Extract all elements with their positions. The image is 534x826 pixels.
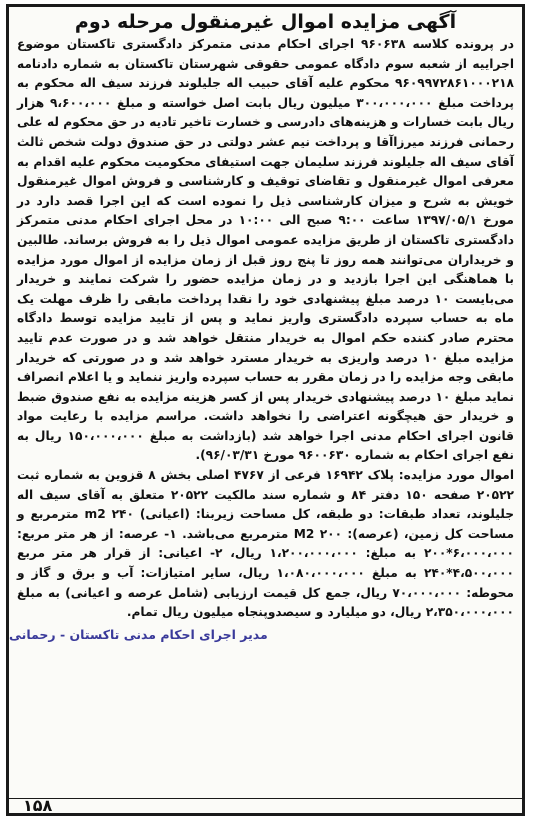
notice-paragraph-main: در پرونده کلاسه ۹۶۰۶۳۸ اجرای احکام مدنی متمرکز دادگستری تاکستان موضوع اجراییه از شعبه سوم دادگاه عمومی حقوقی شهرستان تاکستان به شماره دادنامه ۹۶۰۹۹۷۲۸۶۱۰۰۰۲۱۸ محکوم علیه آقای حبیب اله جلیلوند فرزند سیف اله محکوم به پرداخت مبلغ ۳۰۰،۰۰۰،۰۰۰ میلیون ریال بابت اصل خواسته و مبلغ ۹،۶۰۰،۰۰۰ هزار ریال بابت خسارات و هزینه‌های دادرسی و خسارت تاخیر تادیه در حق محکوم له علی رحمانی فرزند میرزاآقا و پرداخت نیم عشر دولتی در حق صندوق دولت شخص ثالث آقای سیف اله جلیلوند فرزند سلیمان جهت استیفای محکومیت محکوم علیه اقدام به معرفی اموال غیرمنقول و تقاضای توقیف و کارشناسی و فروش اموال غیرمنقول خویش به شرح و میزان کارشناسی ذیل را نموده است که این اجرا قصد دارد در مورخ ۱۳۹۷/۰۵/۱ ساعت ۹:۰۰ صبح الی ۱۰:۰۰ در محل اجرای احکام مدنی متمرکز دادگستری تاکستان از طریق مزایده عمومی اموال ذیل را به فروش برساند. طالبین و خریداران می‌توانند همه روز تا پنج روز قبل از زمان مزایده از اموال مورد مزایده با هماهنگی این اجرا بازدید و در زمان مزایده حضور را شرکت نمایند و خریدار می‌بایست ۱۰ درصد مبلغ پیشنهادی خود را نقدا پرداخت مابقی را ظرف مهلت یک ماه به حساب سپرده دادگستری واریز نماید و پس از تایید مزایده توسط دادگاه محترم صادر کننده حکم اموال به خریدار منتقل خواهد شد و در صورت عدم تایید مزایده مبلغ ۱۰ درصد واریزی به خریدار مسترد خواهد شد و در صورتی که خریدار مابقی وجه مزایده را در زمان مقرر به حساب سپرده واریز ننماید و یا اعلام انصراف نماید مبلغ ۱۰ درصد پیشنهادی خریدار پس از کسر هزینه مزایده به نفع صندوق ضبط و خریدار حق هیچگونه اعتراضی را نخواهد داشت. مراسم مزایده با رعایت مواد قانون اجرای احکام مدنی اجرا خواهد شد (بازداشت به مبلغ ۱۵۰،۰۰۰،۰۰۰ ریال به نفع اجرای احکام به شماره ۹۶۰۰۶۳۰ مورخ ۹۶/۰۳/۳۱). [17, 37, 515, 463]
notice-frame [6, 4, 525, 816]
signature-text: مدیر اجرای احکام مدنی تاکستان - رحمانی [9, 626, 268, 642]
page-number: ۱۵۸ [23, 796, 53, 815]
notice-paragraph-property: اموال مورد مزایده: پلاک ۱۶۹۴۲ فرعی از ۴۷۶۷ اصلی بخش ۸ قزوین به شماره ثبت ۲۰۵۲۲ صفحه ۱۵۰ دفتر ۸۴ و شماره سند مالکیت ۲۰۵۲۲ متعلق به آقای سیف اله جلیلوند، تعداد طبقات: دو طبقه، کل مساحت زیربنا: (اعیانی) m2 ۲۴۰ مترمربع و مساحت کل زمین، (عرصه): ۲۰۰ M2 مترمربع می‌باشد. ۱- عرصه: از هر متر مربع: ۶،۰۰۰،۰۰۰*۲۰۰ به مبلغ: ۱،۲۰۰،۰۰۰،۰۰۰ ریال، ۲- اعیانی: از قرار هر متر مربع ۴،۵۰۰،۰۰۰*۲۴۰ به مبلغ ۱،۰۸۰،۰۰۰،۰۰۰ ریال، سایر امتیازات: آب و برق و گاز و محوطه: ۷۰،۰۰۰،۰۰۰ ریال، جمع کل قیمت ارزیابی (شامل عرصه و اعیانی) به مبلغ ۲،۳۵۰،۰۰۰،۰۰۰ ریال، دو میلیارد و سیصدوپنجاه میلیون ریال تمام. [17, 468, 515, 620]
notice-signature [9, 625, 522, 642]
bottom-divider [9, 798, 522, 799]
notice-title: آگهی مزایده اموال غیرمنقول مرحله دوم [74, 11, 457, 33]
